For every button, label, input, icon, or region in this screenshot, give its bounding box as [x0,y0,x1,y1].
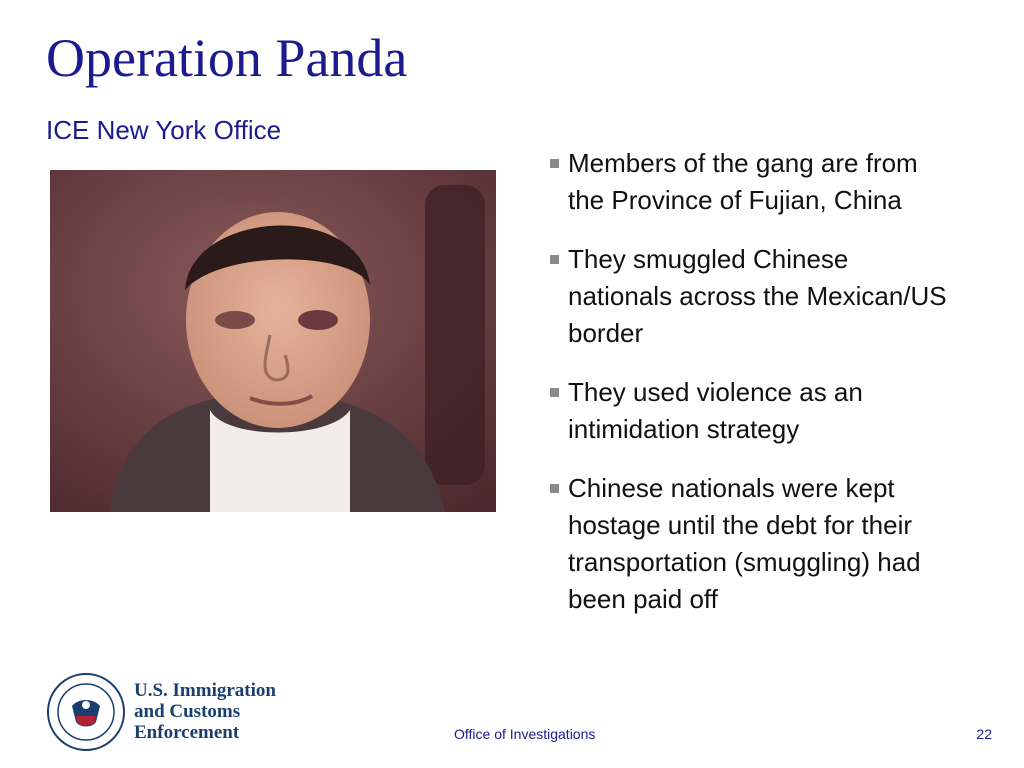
bullet-list [548,145,958,640]
dhs-seal-icon [46,672,126,752]
bullet-square-icon [550,388,559,397]
person-photo [50,170,496,512]
page-number: 22 [976,726,992,742]
bullet-text: They used violence as an intimidation strategy [568,377,863,444]
agency-name [134,680,276,743]
bullet-square-icon [550,255,559,264]
bullet-item [548,374,958,448]
ice-logo [46,672,306,752]
agency-line-3: Enforcement [134,722,240,743]
slide-subtitle: ICE New York Office [46,115,282,145]
bullet-text: Chinese nationals were kept hostage until the debt for their transportation (smuggling) had been paid off [568,473,921,614]
agency-line-1: U.S. Immigration [134,680,276,701]
person-photo-icon [50,170,496,512]
agency-line-2: and Customs [134,701,241,722]
bullet-item [548,470,958,618]
footer-text: Office of Investigations [454,726,596,742]
bullet-text: Members of the gang are from the Province of Fujian, China [568,148,918,215]
bullet-square-icon [550,159,559,168]
slide-title: Operation Panda [46,28,408,88]
bullet-text: They smuggled Chinese nationals across the Mexican/US border [568,244,947,348]
bullet-square-icon [550,484,559,493]
bullet-item [548,241,958,352]
bullet-item [548,145,958,219]
